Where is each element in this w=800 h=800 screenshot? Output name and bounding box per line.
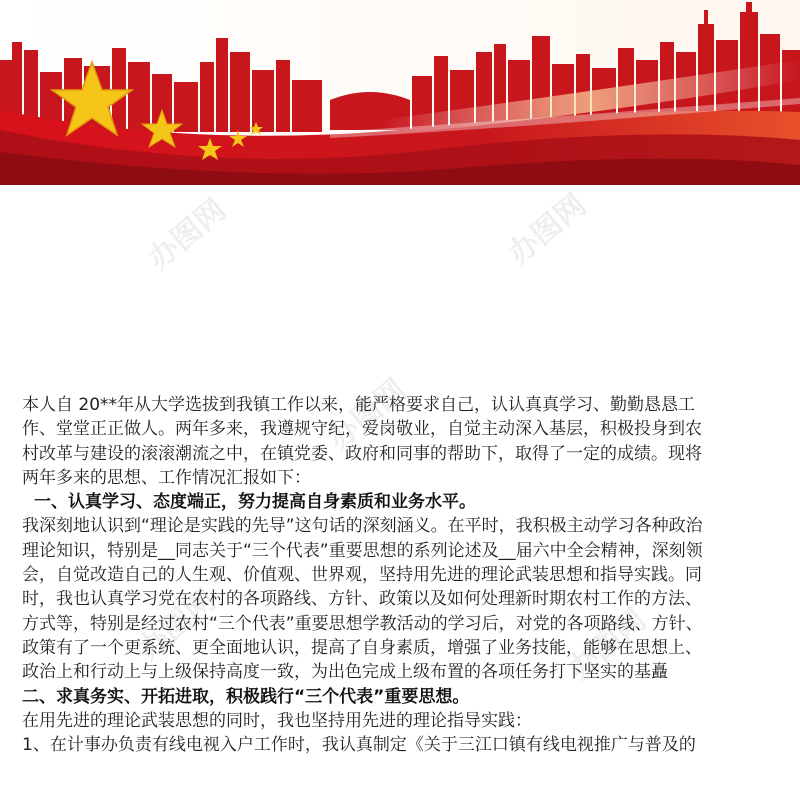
watermark: 办图网	[141, 192, 233, 278]
paragraph-line: 方式等，特别是经过农村“三个代表”重要思想学教活动的学习后，对党的各项路线、方针、	[22, 613, 703, 634]
header-banner	[0, 0, 800, 185]
paragraph-line: 作、堂堂正正做人。两年多来，我遵规守纪，爱岗敬业，自觉主动深入基层，积极投身到农	[22, 419, 702, 440]
watermark: 办图网	[501, 187, 593, 273]
watermark: 办图网	[131, 582, 223, 668]
paragraph-line: 时，我也认真学习党在农村的各项路线、方针、政策以及如何处理新时期农村工作的方法、	[22, 589, 702, 610]
paragraph-line: 1、在计事办负责有线电视入户工作时，我认真制定《关于三江口镇有线电视推广与普及的	[22, 735, 696, 756]
paragraph-line: 村改革与建设的滚滚潮流之中，在镇党委、政府和同事的帮助下，取得了一定的成绩。现将	[22, 443, 702, 464]
watermark: 办图网	[561, 602, 653, 688]
paragraph-line: 政治上和行动上与上级保持高度一致，为出色完成上级布置的各项任务打下坚实的基矗	[22, 662, 668, 683]
document-body	[22, 393, 782, 757]
paragraph-line: 理论知识，特别是__同志关于“三个代表”重要思想的系列论述及__届六中全会精神，深刻领	[22, 540, 703, 561]
paragraph-line: 本人自 20**年从大学选拔到我镇工作以来，能严格要求自己，认认真真学习、勤勤恳恳工	[22, 395, 696, 415]
watermark: 办图网	[321, 372, 413, 458]
paragraph-line: 会，自觉改造自己的人生观、价值观、世界观，坚持用先进的理论武装思想和指导实践。同	[22, 565, 702, 586]
paragraph-line: 在用先进的理论武装思想的同时，我也坚持用先进的理论指导实践：	[22, 710, 532, 731]
paragraph-line: 我深刻地认识到“理论是实践的先导”这句话的深刻涵义。在平时，我积极主动学习各种政治	[22, 516, 703, 537]
banner-graphic	[0, 0, 800, 185]
section-heading: 二、求真务实、开拓进取，积极践行“三个代表”重要思想。	[22, 686, 470, 707]
paragraph-line: 政策有了一个更系统、更全面地认识，提高了自身素质，增强了业务技能，能够在思想上、	[22, 637, 702, 658]
paragraph-line: 两年多来的思想、工作情况汇报如下：	[22, 467, 311, 488]
section-heading: 一、认真学习、态度端正，努力提高自身素质和业务水平。	[34, 492, 476, 513]
